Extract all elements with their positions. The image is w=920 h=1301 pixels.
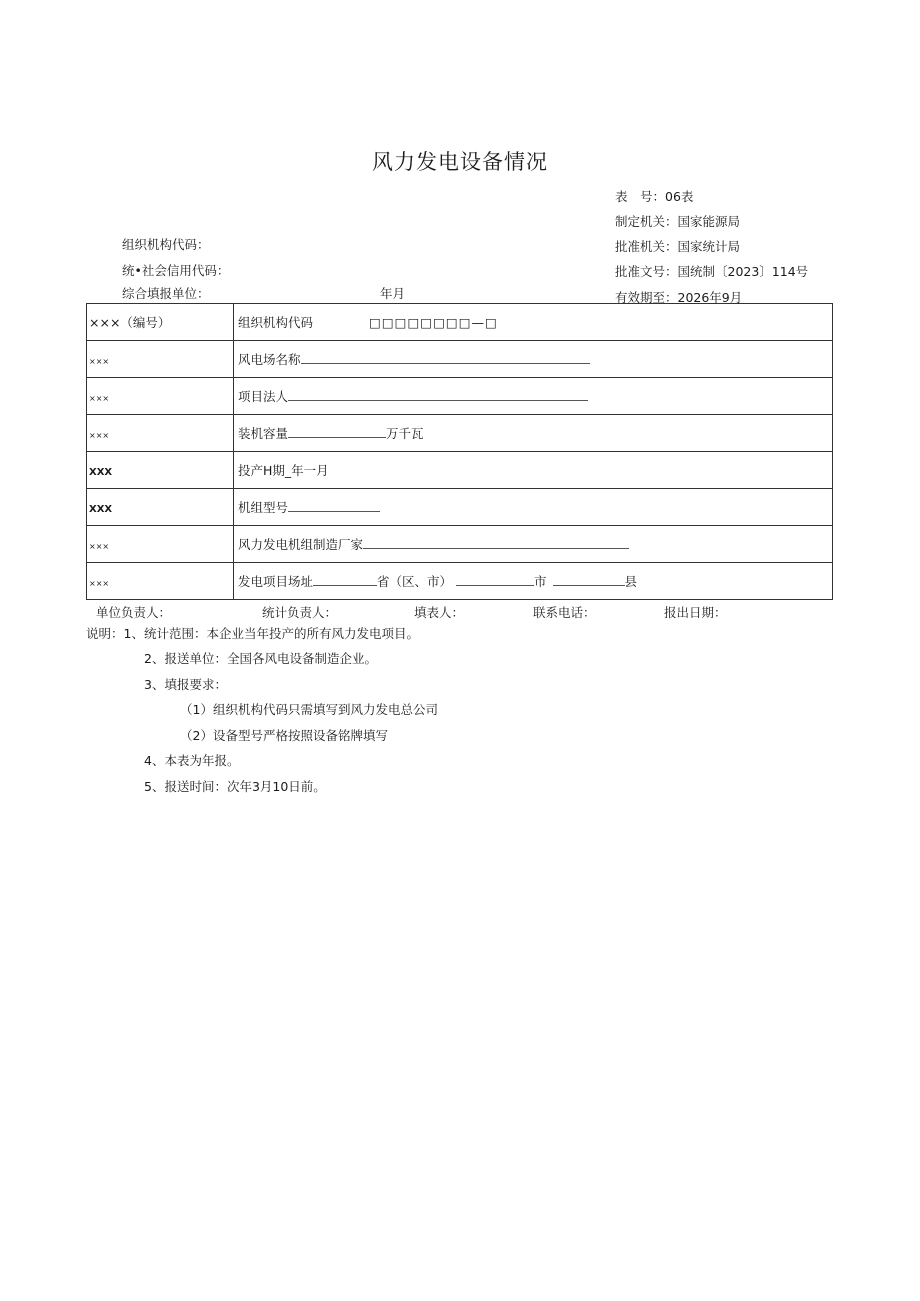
valid-until: 有效期至：2026年9月 <box>615 290 743 305</box>
row-code: ×××（编号） <box>87 304 234 341</box>
filler-label: 填表人： <box>414 605 465 620</box>
phone-label: 联系电话： <box>533 605 596 620</box>
unit-model-input[interactable] <box>288 500 380 512</box>
row-code: XXX <box>87 489 234 526</box>
note-3b: （2）设备型号严格按照设备铭牌填写 <box>180 728 388 743</box>
note-3: 3、填报要求： <box>144 677 227 692</box>
unit-model-label: 机组型号 <box>238 500 289 515</box>
project-owner-cell <box>234 378 833 415</box>
year-month-label: 年月 <box>380 286 406 301</box>
org-code-boxes[interactable]: □□□□□□□□—□ <box>369 315 498 330</box>
note-3a: （1）组织机构代码只需填写到风力发电总公司 <box>180 702 438 717</box>
equipment-form-table <box>86 303 833 600</box>
approval-number: 批准文号：国统制〔2023〕114号 <box>615 264 809 279</box>
row-code: ××× <box>87 415 234 452</box>
manufacturer-label: 风力发电机组制造厂家 <box>238 537 364 552</box>
note-1: 说明：1、统计范围：本企业当年投产的所有风力发电项目。 <box>86 626 419 641</box>
county-label: 县 <box>624 574 638 589</box>
approval-authority: 批准机关：国家统计局 <box>615 239 741 254</box>
wind-farm-name-input[interactable] <box>301 352 590 364</box>
project-owner-label: 项目法人 <box>238 389 289 404</box>
org-code-label: 组织机构代码： <box>122 237 210 252</box>
page-title: 风力发电设备情况 <box>372 150 548 174</box>
capacity-cell <box>234 415 833 452</box>
capacity-unit: 万千瓦 <box>386 426 424 441</box>
org-code-field-label: 组织机构代码 <box>238 315 314 330</box>
county-input[interactable] <box>553 574 625 586</box>
org-code-cell <box>234 304 833 341</box>
note-5: 5、报送时间：次年3月10日前。 <box>144 779 326 794</box>
unit-head-label: 单位负责人： <box>96 605 172 620</box>
capacity-label: 装机容量 <box>238 426 289 441</box>
table-row <box>87 341 833 378</box>
form-number: 表 号：06表 <box>615 189 694 204</box>
row-code: XXX <box>87 452 234 489</box>
province-input[interactable] <box>313 574 377 586</box>
commission-date-cell <box>234 452 833 489</box>
table-row <box>87 304 833 341</box>
issuing-authority: 制定机关：国家能源局 <box>615 214 741 229</box>
table-row <box>87 415 833 452</box>
unit-model-cell <box>234 489 833 526</box>
table-row <box>87 378 833 415</box>
note-2: 2、报送单位：全国各风电设备制造企业。 <box>144 651 377 666</box>
reporting-unit-label: 综合填报单位： <box>122 286 210 301</box>
table-row <box>87 526 833 563</box>
credit-code-label: 统•社会信用代码： <box>122 263 230 278</box>
manufacturer-cell <box>234 526 833 563</box>
manufacturer-input[interactable] <box>363 537 629 549</box>
site-address-label: 发电项目场址 <box>238 574 314 589</box>
note-4: 4、本表为年报。 <box>144 753 240 768</box>
city-label: 市 <box>534 574 547 589</box>
stat-head-label: 统计负责人： <box>262 605 338 620</box>
site-address-cell <box>234 563 833 600</box>
wind-farm-name-label: 风电场名称 <box>238 352 301 367</box>
city-input[interactable] <box>456 574 534 586</box>
capacity-input[interactable] <box>288 426 386 438</box>
row-code: ××× <box>87 563 234 600</box>
table-row <box>87 489 833 526</box>
table-row <box>87 563 833 600</box>
wind-farm-name-cell <box>234 341 833 378</box>
table-row <box>87 452 833 489</box>
commission-date-label[interactable]: 投产H期_年一月 <box>238 463 329 478</box>
row-code: ××× <box>87 341 234 378</box>
province-label: 省（区、市） <box>377 574 453 589</box>
row-code: ××× <box>87 378 234 415</box>
report-date-label: 报出日期： <box>664 605 727 620</box>
project-owner-input[interactable] <box>288 389 588 401</box>
row-code: ××× <box>87 526 234 563</box>
